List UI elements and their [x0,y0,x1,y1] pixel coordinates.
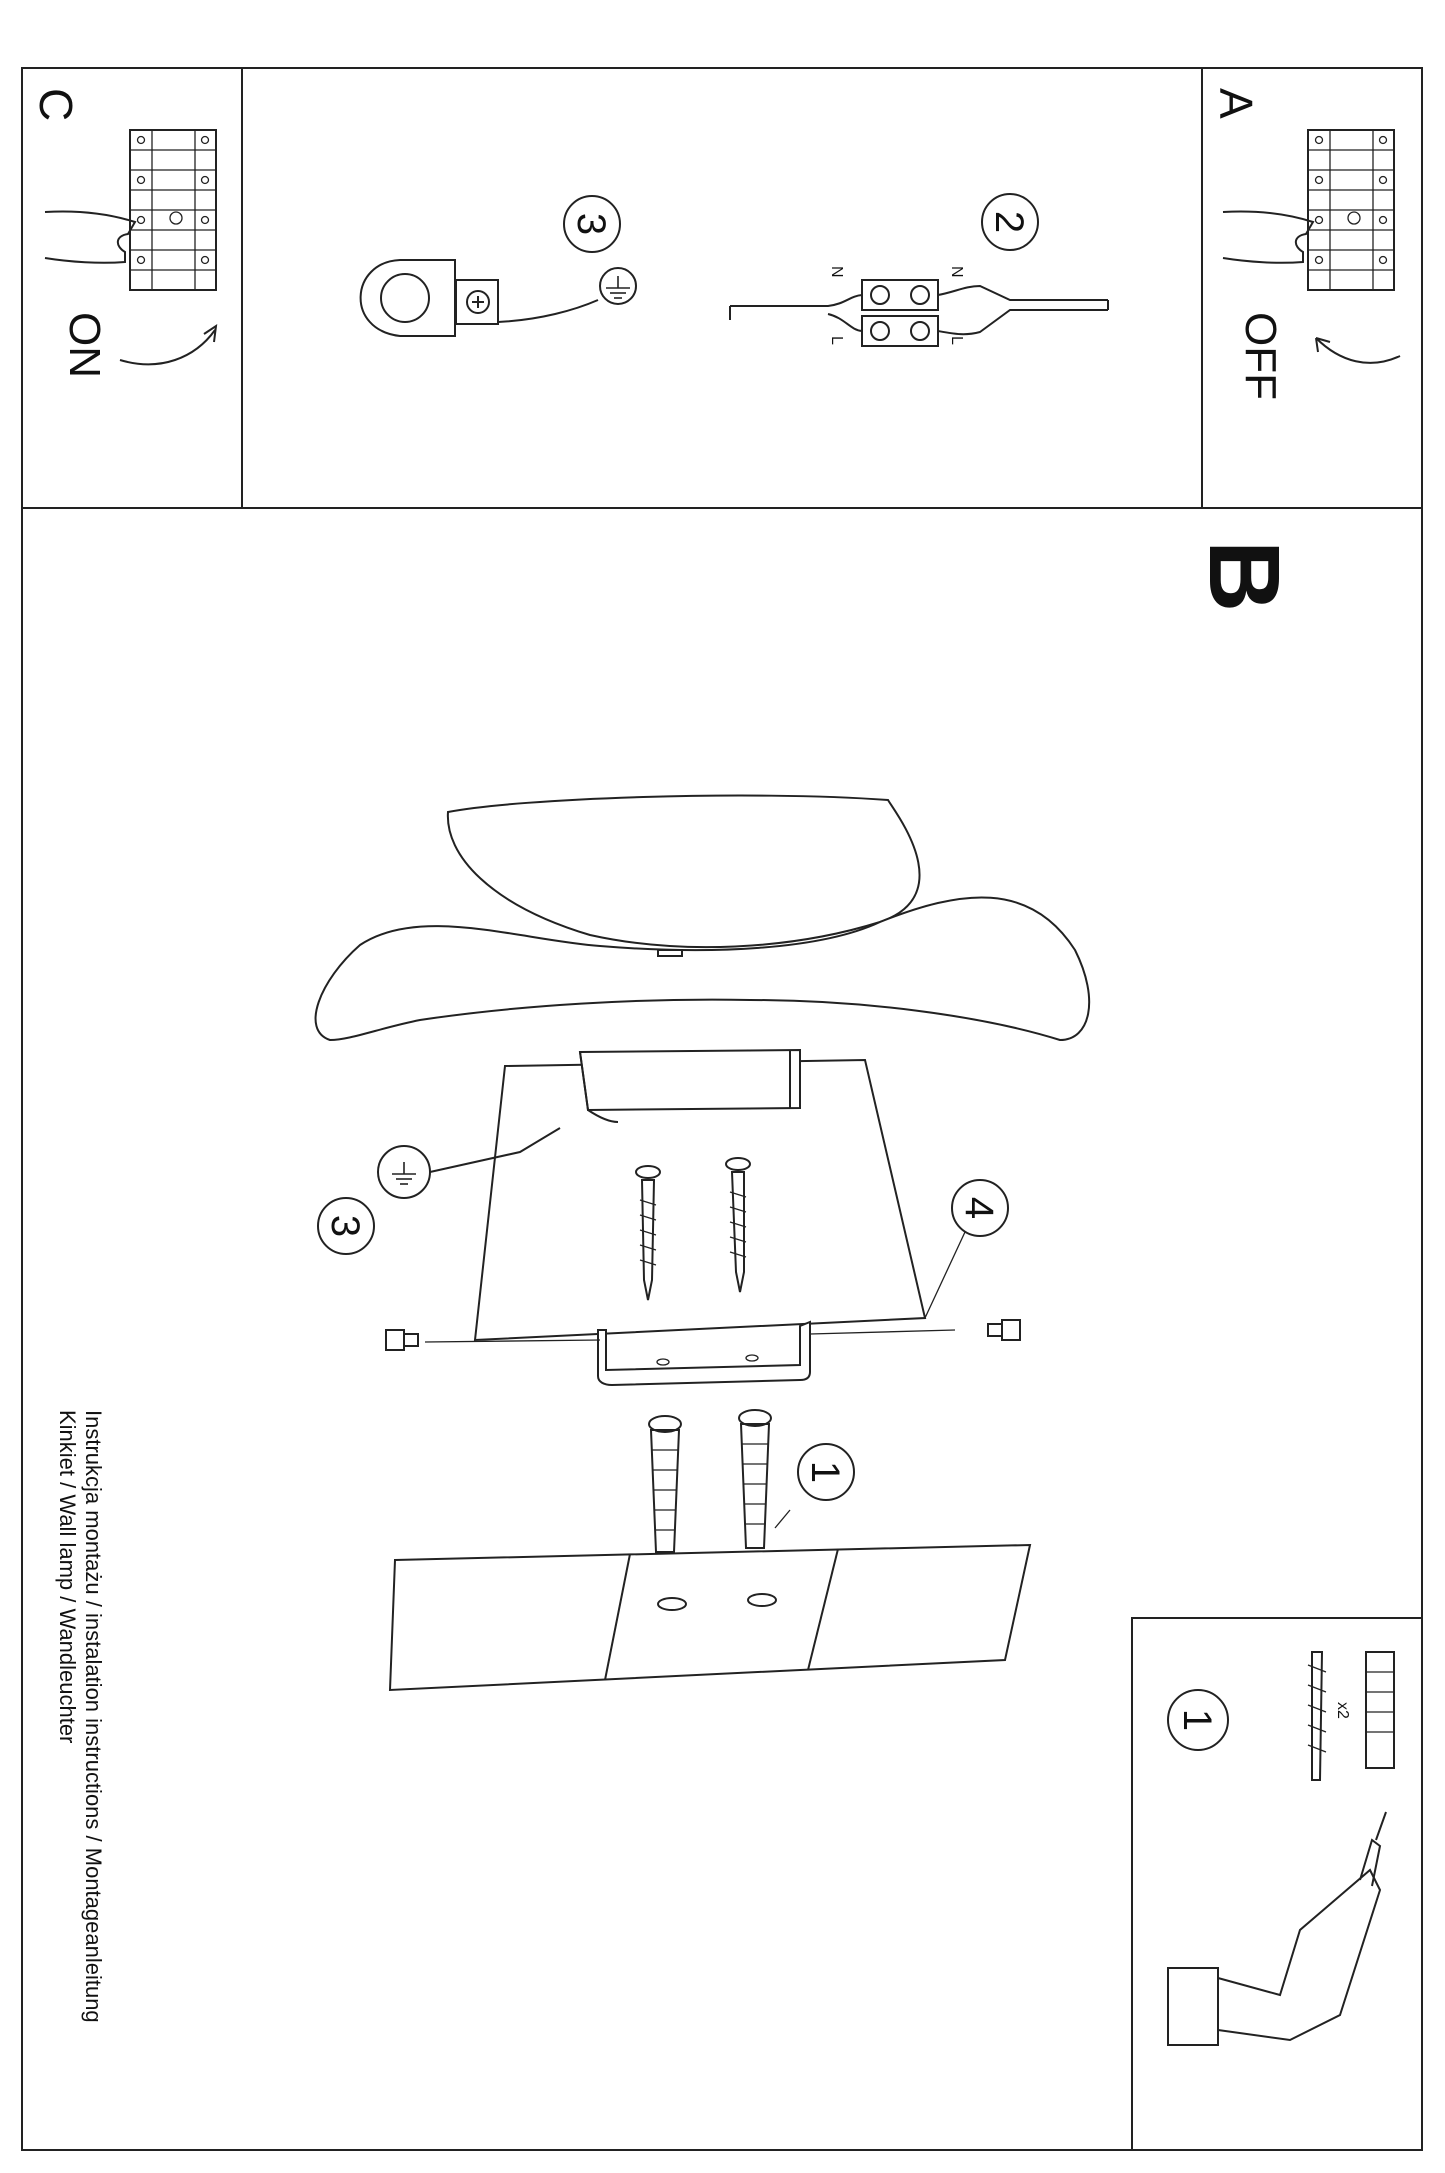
panel-a-caption: OFF [1236,312,1285,400]
panel-a [1202,68,1422,508]
hand-icon [45,211,135,262]
panel-c-letter: C [30,88,82,122]
grounding-detail [361,196,636,336]
side-screw-right [988,1320,1020,1340]
step-3-label: 3 [569,212,613,236]
wire-l-left: L [828,336,845,345]
arrow-icon [120,330,215,364]
wall-plug [649,1416,681,1552]
mounting-screw [636,1166,660,1300]
lamp-front-shade [448,796,920,948]
title-line-2: Kinkiet / Wall lamp / Wandleuchter [55,1410,80,1744]
lamp-base-block [580,1050,800,1110]
step-2-label: 2 [987,210,1031,234]
mounting-screw [726,1158,750,1292]
terminal-block-l [862,316,938,346]
side-screw-left [386,1330,418,1350]
wire-n-right: N [948,266,965,278]
panel-b-letter: B [1188,540,1300,613]
breaker-switch-icon [130,130,216,290]
drill-icon [1168,1812,1386,2045]
screw-icon [1308,1652,1326,1780]
step-4-label: 4 [957,1196,1001,1220]
hand-icon [1223,211,1313,262]
wiring-connector-detail [730,194,1108,346]
ground-wire [498,300,598,322]
step-3-main-label: 3 [323,1214,367,1238]
panel-a-letter: A [1210,88,1262,119]
title-line-1: Instrukcja montażu / instalation instructions / Montageanleitung [81,1410,106,2023]
wall [390,1545,1030,1690]
parts-step-label: 1 [1175,1708,1219,1732]
panel-c-caption: ON [60,312,109,378]
mounting-ring [361,260,455,336]
breaker-switch-icon [1308,130,1394,290]
parts-quantity: x2 [1334,1702,1351,1719]
wall-plug [739,1410,771,1548]
terminal-block-n [862,280,938,310]
wire-n-left: N [828,266,845,278]
wire-l-right: L [948,336,965,345]
panel-c [22,68,242,508]
parts-panel [1132,1618,1422,2150]
lamp-assembly [316,796,1090,1690]
wire-left [730,295,862,306]
wall-plug-icon [1366,1652,1394,1768]
wire-right [938,286,1108,300]
step-1-label: 1 [803,1460,847,1484]
